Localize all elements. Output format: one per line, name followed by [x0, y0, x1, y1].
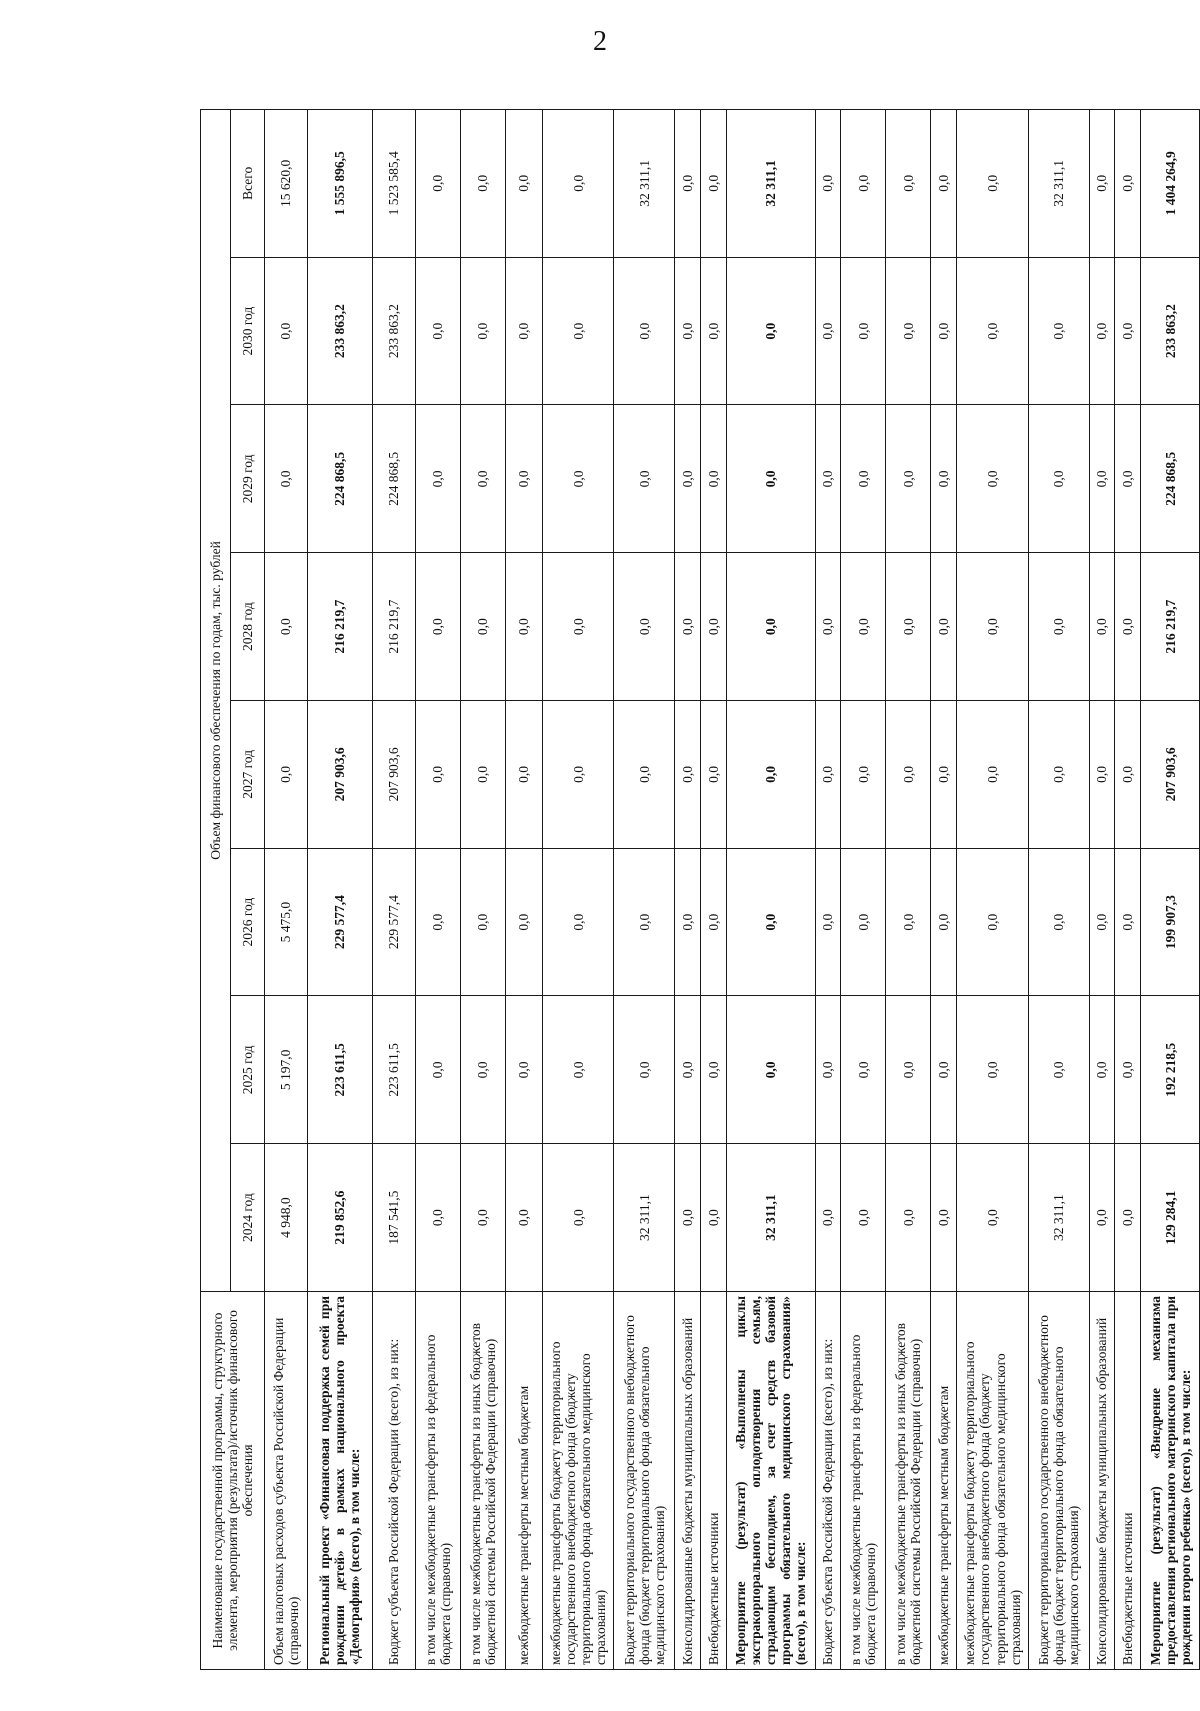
row-name-cell: Бюджет территориального государственного внебюджетного фонда (бюджет территориального фонда обязательного медицинского страхования)	[1028, 1292, 1089, 1670]
row-value-cell: 223 611,5	[373, 996, 416, 1144]
row-value-cell: 32 311,1	[614, 1144, 675, 1292]
row-name-cell: Бюджет субъекта Российской Федерации (всего), из них:	[815, 1292, 841, 1670]
row-value-cell: 216 219,7	[1141, 553, 1200, 701]
table-row	[886, 109, 931, 1669]
row-value-cell: 0,0	[886, 1144, 931, 1292]
row-value-cell: 233 863,2	[307, 257, 372, 405]
row-value-cell: 0,0	[727, 405, 815, 553]
row-name-cell: Бюджет субъекта Российской Федерации (всего), из них:	[373, 1292, 416, 1670]
row-total-cell: 0,0	[505, 109, 542, 257]
row-value-cell: 0,0	[815, 405, 841, 553]
row-value-cell: 0,0	[815, 257, 841, 405]
row-value-cell: 0,0	[815, 553, 841, 701]
row-value-cell: 0,0	[543, 405, 614, 553]
row-value-cell: 0,0	[815, 848, 841, 996]
row-value-cell: 0,0	[701, 405, 727, 553]
row-value-cell: 223 611,5	[307, 996, 372, 1144]
table-row	[307, 109, 372, 1669]
row-value-cell: 129 284,1	[1141, 1144, 1200, 1292]
row-value-cell: 0,0	[1115, 405, 1141, 553]
row-value-cell: 219 852,6	[307, 1144, 372, 1292]
row-value-cell: 0,0	[505, 405, 542, 553]
table-row	[727, 109, 815, 1669]
row-value-cell: 5 475,0	[265, 848, 308, 996]
rotated-table-container	[200, 110, 1200, 1670]
row-value-cell: 0,0	[841, 553, 886, 701]
row-value-cell: 187 541,5	[373, 1144, 416, 1292]
row-value-cell: 0,0	[415, 996, 460, 1144]
row-name-cell: Консолидированные бюджеты муниципальных образований	[1089, 1292, 1115, 1670]
header-name-column: Наименование государственной программы, структурного элемента, мероприятия (результата)/источник финансового обеспечения	[201, 1292, 265, 1670]
row-value-cell: 0,0	[265, 701, 308, 849]
row-name-cell: в том числе межбюджетные трансферты из иных бюджетов бюджетной системы Российской Федерации (справочно)	[460, 1292, 505, 1670]
row-value-cell: 0,0	[886, 848, 931, 996]
header-year: 2027 год	[231, 701, 265, 849]
row-value-cell: 0,0	[886, 701, 931, 849]
row-value-cell: 0,0	[957, 257, 1028, 405]
row-value-cell: 0,0	[460, 1144, 505, 1292]
table-row	[614, 109, 675, 1669]
row-value-cell: 0,0	[543, 701, 614, 849]
row-value-cell: 229 577,4	[307, 848, 372, 996]
row-value-cell: 233 863,2	[1141, 257, 1200, 405]
row-value-cell: 0,0	[460, 405, 505, 553]
row-value-cell: 0,0	[505, 848, 542, 996]
row-value-cell: 233 863,2	[373, 257, 416, 405]
row-value-cell: 0,0	[886, 405, 931, 553]
row-total-cell: 0,0	[701, 109, 727, 257]
row-value-cell: 0,0	[701, 701, 727, 849]
table-row	[701, 109, 727, 1669]
row-value-cell: 0,0	[415, 848, 460, 996]
row-total-cell: 0,0	[543, 109, 614, 257]
row-value-cell: 0,0	[1028, 996, 1089, 1144]
table-row	[1089, 109, 1115, 1669]
row-value-cell: 0,0	[727, 257, 815, 405]
row-value-cell: 32 311,1	[1028, 1144, 1089, 1292]
row-value-cell: 0,0	[415, 405, 460, 553]
row-value-cell: 0,0	[614, 405, 675, 553]
row-value-cell: 0,0	[614, 257, 675, 405]
page-number: 2	[593, 26, 607, 57]
row-value-cell: 0,0	[931, 405, 957, 553]
row-total-cell: 1 555 896,5	[307, 109, 372, 257]
header-year: 2028 год	[231, 553, 265, 701]
financing-table	[200, 109, 1200, 1670]
row-value-cell: 0,0	[675, 405, 701, 553]
table-row	[841, 109, 886, 1669]
row-name-cell: межбюджетные трансферты местным бюджетам	[931, 1292, 957, 1670]
header-year: 2025 год	[231, 996, 265, 1144]
row-value-cell: 0,0	[886, 257, 931, 405]
row-value-cell: 0,0	[841, 1144, 886, 1292]
row-value-cell: 0,0	[675, 257, 701, 405]
row-total-cell: 0,0	[815, 109, 841, 257]
row-value-cell: 0,0	[415, 1144, 460, 1292]
table-row	[460, 109, 505, 1669]
row-total-cell: 0,0	[1115, 109, 1141, 257]
row-value-cell: 0,0	[931, 553, 957, 701]
table-row	[505, 109, 542, 1669]
row-total-cell: 0,0	[841, 109, 886, 257]
row-value-cell: 224 868,5	[1141, 405, 1200, 553]
row-value-cell: 0,0	[543, 848, 614, 996]
row-value-cell: 0,0	[957, 405, 1028, 553]
row-value-cell: 0,0	[614, 701, 675, 849]
row-value-cell: 0,0	[815, 1144, 841, 1292]
row-value-cell: 0,0	[931, 848, 957, 996]
row-value-cell: 0,0	[931, 1144, 957, 1292]
row-total-cell: 0,0	[675, 109, 701, 257]
row-value-cell: 207 903,6	[307, 701, 372, 849]
row-value-cell: 32 311,1	[727, 1144, 815, 1292]
row-name-cell: Региональный проект «Финансовая поддержка семей при рождении детей» в рамках национального проекта «Демография» (всего), в том числе:	[307, 1292, 372, 1670]
row-value-cell: 0,0	[675, 553, 701, 701]
row-value-cell: 0,0	[505, 553, 542, 701]
table-row	[543, 109, 614, 1669]
row-value-cell: 0,0	[543, 257, 614, 405]
row-value-cell: 0,0	[675, 1144, 701, 1292]
row-value-cell: 0,0	[1028, 553, 1089, 701]
row-value-cell: 0,0	[886, 996, 931, 1144]
row-total-cell: 0,0	[1089, 109, 1115, 257]
row-value-cell: 192 218,5	[1141, 996, 1200, 1144]
row-value-cell: 207 903,6	[373, 701, 416, 849]
row-value-cell: 0,0	[415, 701, 460, 849]
row-total-cell: 0,0	[886, 109, 931, 257]
row-value-cell: 224 868,5	[307, 405, 372, 553]
row-value-cell: 0,0	[957, 996, 1028, 1144]
row-value-cell: 199 907,3	[1141, 848, 1200, 996]
row-value-cell: 0,0	[1028, 848, 1089, 996]
table-row	[373, 109, 416, 1669]
row-value-cell: 0,0	[1115, 257, 1141, 405]
row-value-cell: 0,0	[543, 1144, 614, 1292]
row-total-cell: 0,0	[931, 109, 957, 257]
row-name-cell: Консолидированные бюджеты муниципальных образований	[675, 1292, 701, 1670]
row-total-cell: 32 311,1	[614, 109, 675, 257]
row-value-cell: 0,0	[1028, 405, 1089, 553]
row-value-cell: 0,0	[675, 996, 701, 1144]
row-value-cell: 0,0	[727, 848, 815, 996]
row-value-cell: 0,0	[815, 996, 841, 1144]
row-value-cell: 0,0	[505, 996, 542, 1144]
row-value-cell: 0,0	[415, 257, 460, 405]
row-value-cell: 0,0	[957, 1144, 1028, 1292]
table-row	[815, 109, 841, 1669]
row-value-cell: 216 219,7	[373, 553, 416, 701]
row-value-cell: 0,0	[1115, 848, 1141, 996]
row-total-cell: 0,0	[460, 109, 505, 257]
table-row	[1141, 109, 1200, 1669]
row-value-cell: 0,0	[265, 553, 308, 701]
row-value-cell: 0,0	[675, 848, 701, 996]
table-row	[265, 109, 308, 1669]
row-value-cell: 0,0	[505, 701, 542, 849]
row-value-cell: 0,0	[1089, 996, 1115, 1144]
row-value-cell: 0,0	[701, 1144, 727, 1292]
row-value-cell: 0,0	[1028, 257, 1089, 405]
row-name-cell: Внебюджетные источники	[1115, 1292, 1141, 1670]
row-value-cell: 0,0	[701, 553, 727, 701]
row-value-cell: 0,0	[841, 257, 886, 405]
row-name-cell: Внебюджетные источники	[701, 1292, 727, 1670]
row-name-cell: межбюджетные трансферты бюджету территориального государственного внебюджетного фонда (бюджету территориального фонда обязательного медицинского страхования)	[957, 1292, 1028, 1670]
row-value-cell: 0,0	[1089, 553, 1115, 701]
row-value-cell: 0,0	[841, 996, 886, 1144]
row-value-cell: 207 903,6	[1141, 701, 1200, 849]
row-name-cell: в том числе межбюджетные трансферты из федерального бюджета (справочно)	[415, 1292, 460, 1670]
row-name-cell: Бюджет территориального государственного внебюджетного фонда (бюджет территориального фонда обязательного медицинского страхования)	[614, 1292, 675, 1670]
header-year: 2029 год	[231, 405, 265, 553]
header-year: 2026 год	[231, 848, 265, 996]
row-value-cell: 0,0	[1089, 257, 1115, 405]
row-name-cell: Мероприятие (результат) «Выполнены циклы экстракорпорального оплодотворения семьям, страдающим бесплодием, за счет средств базовой программы обязательного медицинского страхования» (всего), в том числе:	[727, 1292, 815, 1670]
row-value-cell: 0,0	[1115, 996, 1141, 1144]
row-value-cell: 0,0	[1089, 848, 1115, 996]
row-value-cell: 0,0	[1115, 1144, 1141, 1292]
row-value-cell: 216 219,7	[307, 553, 372, 701]
row-value-cell: 0,0	[543, 553, 614, 701]
row-value-cell: 0,0	[815, 701, 841, 849]
table-row	[1028, 109, 1089, 1669]
row-value-cell: 0,0	[1115, 553, 1141, 701]
row-total-cell: 32 311,1	[1028, 109, 1089, 257]
row-value-cell: 0,0	[931, 996, 957, 1144]
row-value-cell: 0,0	[460, 848, 505, 996]
row-value-cell: 0,0	[505, 257, 542, 405]
row-value-cell: 0,0	[614, 996, 675, 1144]
header-total: Всего	[231, 109, 265, 257]
row-value-cell: 0,0	[265, 257, 308, 405]
row-value-cell: 0,0	[460, 701, 505, 849]
header-financing-group: Объем финансового обеспечения по годам, тыс. рублей	[201, 109, 231, 1291]
row-value-cell: 0,0	[727, 553, 815, 701]
row-total-cell: 1 523 585,4	[373, 109, 416, 257]
row-value-cell: 0,0	[614, 553, 675, 701]
row-value-cell: 0,0	[886, 553, 931, 701]
row-value-cell: 0,0	[505, 1144, 542, 1292]
row-value-cell: 0,0	[957, 701, 1028, 849]
row-value-cell: 0,0	[727, 701, 815, 849]
row-value-cell: 0,0	[1089, 701, 1115, 849]
row-value-cell: 0,0	[460, 996, 505, 1144]
row-value-cell: 0,0	[841, 848, 886, 996]
table-row	[675, 109, 701, 1669]
header-year: 2030 год	[231, 257, 265, 405]
row-value-cell: 0,0	[841, 405, 886, 553]
row-value-cell: 0,0	[1028, 701, 1089, 849]
row-value-cell: 0,0	[1089, 405, 1115, 553]
row-total-cell: 0,0	[415, 109, 460, 257]
row-total-cell: 0,0	[957, 109, 1028, 257]
row-value-cell: 0,0	[614, 848, 675, 996]
row-total-cell: 32 311,1	[727, 109, 815, 257]
row-value-cell: 0,0	[701, 996, 727, 1144]
row-value-cell: 0,0	[675, 701, 701, 849]
row-value-cell: 0,0	[931, 257, 957, 405]
row-value-cell: 0,0	[460, 553, 505, 701]
row-value-cell: 0,0	[265, 405, 308, 553]
row-total-cell: 15 620,0	[265, 109, 308, 257]
row-value-cell: 0,0	[415, 553, 460, 701]
row-value-cell: 4 948,0	[265, 1144, 308, 1292]
row-value-cell: 0,0	[543, 996, 614, 1144]
row-value-cell: 229 577,4	[373, 848, 416, 996]
table-row	[415, 109, 460, 1669]
row-name-cell: межбюджетные трансферты бюджету территориального государственного внебюджетного фонда (бюджету территориального фонда обязательного медицинского страхования)	[543, 1292, 614, 1670]
row-value-cell: 0,0	[931, 701, 957, 849]
row-value-cell: 0,0	[957, 553, 1028, 701]
row-value-cell: 224 868,5	[373, 405, 416, 553]
row-value-cell: 0,0	[1115, 701, 1141, 849]
table-body	[265, 109, 1200, 1669]
table-row	[931, 109, 957, 1669]
row-name-cell: Объем налоговых расходов субъекта Российской Федерации (справочно)	[265, 1292, 308, 1670]
row-value-cell: 0,0	[460, 257, 505, 405]
row-total-cell: 1 404 264,9	[1141, 109, 1200, 257]
row-name-cell: Мероприятие (результат) «Внедрение механизма предоставления регионального материнского капитала при рождении второго ребенка» (всего), в том числе:	[1141, 1292, 1200, 1670]
row-value-cell: 0,0	[957, 848, 1028, 996]
row-value-cell: 0,0	[1089, 1144, 1115, 1292]
row-name-cell: межбюджетные трансферты местным бюджетам	[505, 1292, 542, 1670]
row-value-cell: 0,0	[701, 848, 727, 996]
table-row	[957, 109, 1028, 1669]
row-value-cell: 0,0	[701, 257, 727, 405]
row-value-cell: 0,0	[841, 701, 886, 849]
table-row	[1115, 109, 1141, 1669]
row-value-cell: 0,0	[727, 996, 815, 1144]
row-name-cell: в том числе межбюджетные трансферты из федерального бюджета (справочно)	[841, 1292, 886, 1670]
header-year: 2024 год	[231, 1144, 265, 1292]
row-name-cell: в том числе межбюджетные трансферты из иных бюджетов бюджетной системы Российской Федерации (справочно)	[886, 1292, 931, 1670]
row-value-cell: 5 197,0	[265, 996, 308, 1144]
